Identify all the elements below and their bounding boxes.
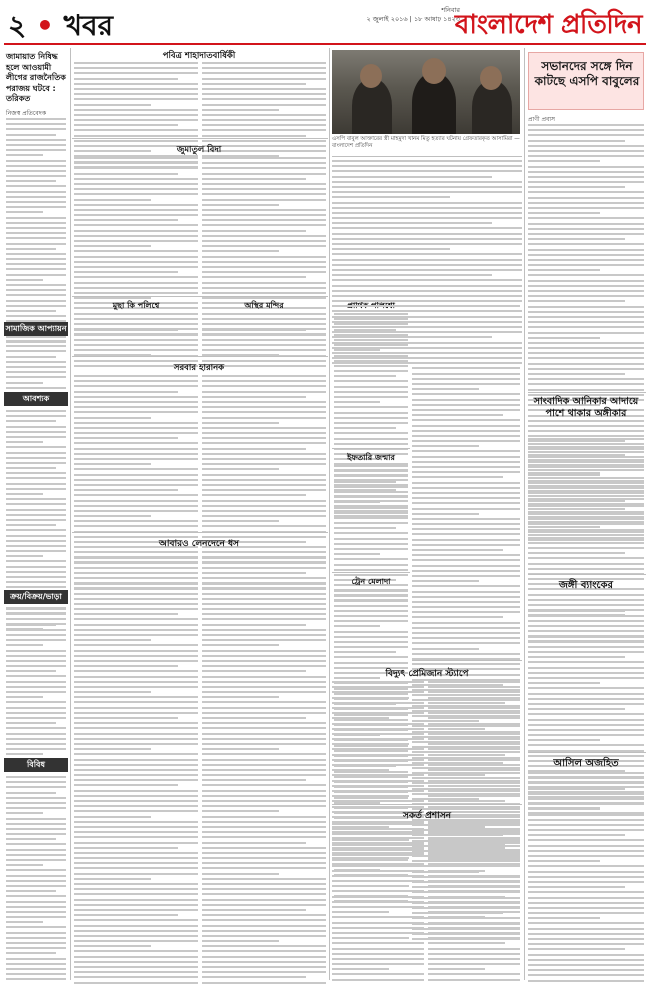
news-photo	[332, 50, 520, 134]
headline-right-c: আসিল অজহিত	[553, 758, 619, 769]
divider	[72, 356, 328, 357]
headline-3: মুছা কি পলিশ্বে	[112, 301, 160, 310]
article-body-6b	[202, 551, 326, 984]
photo-caption: এসপি বাবুল আক্তারের স্ত্রী মাহমুদা খানম মিতু হত্যার ঘটনায় গ্রেফতারকৃত আসামিরা —বাংলাদেশ প্রতিদিন	[332, 136, 520, 149]
box-body-buy-sell	[6, 608, 66, 758]
page-dot: •	[26, 9, 64, 42]
headline-9: ট্রেন মেলাদা	[351, 577, 391, 586]
day-label: শনিবার	[441, 6, 460, 14]
featured-story-box	[528, 52, 644, 110]
lead-byline: নিজস্ব প্রতিবেদক	[6, 110, 47, 117]
headline-col1: পবিত্র শাহাদাতবার্ষিকী	[162, 51, 236, 61]
box-title-wanted: আবশ্যক	[4, 392, 68, 406]
lead-body	[6, 118, 66, 346]
box-body-misc	[6, 776, 66, 984]
section-name: খবর	[63, 9, 113, 42]
column-rule	[70, 48, 71, 980]
masthead	[0, 0, 650, 46]
column-rule	[329, 48, 330, 980]
divider	[332, 156, 522, 157]
divider	[332, 448, 410, 449]
divider	[72, 532, 328, 533]
column-rule	[524, 48, 525, 980]
lead-headline: জামায়াত নিষিদ্ধ হলে আওয়ামী লীগের রাজনৈতিক পরাজয় ঘটবে : তরিকত	[6, 52, 66, 103]
divider	[72, 138, 328, 139]
date-line: ২ জুলাই ২০১৬ | ১৮ আষাঢ় ১৪২৩	[366, 15, 460, 23]
headline-2: জুমাতুল বিদা	[176, 145, 222, 155]
divider	[412, 660, 522, 661]
article-body-6a	[74, 551, 198, 984]
divider	[332, 572, 410, 573]
article-body-right-c	[528, 772, 644, 984]
headline-right-a: সাংবাদিক আনিকার আদায়ে পাশে থাকার অঙ্গীকার	[533, 396, 639, 419]
headline-5: সরবার হারানক	[173, 363, 225, 373]
article-body-11a	[332, 823, 424, 984]
headline-10: বিদ্যুৎ প্রেমিজান স্ট্যাপে	[385, 669, 469, 679]
headline-11: সকর্ত প্রশাসন	[402, 811, 452, 821]
date-block	[300, 6, 460, 24]
box-title-social: সামাজিক আপ্যায়ন	[4, 322, 68, 336]
box-title-misc: বিবিধ	[4, 758, 68, 772]
divider	[528, 574, 646, 575]
box-title-buy-sell: ক্রয়/বিক্রয়/ভাড়া	[4, 590, 68, 604]
featured-headline: সভানদের সঙ্গে দিন কাটছে এসপি বাবুলের	[534, 59, 640, 88]
page-number-digit: ২	[8, 9, 27, 42]
article-body-photo-story	[332, 160, 522, 368]
article-body-11b	[428, 823, 520, 984]
masthead-rule	[4, 43, 646, 45]
headline-right-b: জঙ্গী ব্যাংকের	[558, 580, 614, 591]
newspaper-logo: বাংলাদেশ প্রতিদিন	[454, 10, 642, 40]
headline-8: ইফতারি জন্মার	[347, 453, 395, 462]
headline-6: আবারও লেনদেনে ধস	[158, 539, 239, 549]
divider	[72, 296, 328, 297]
divider	[528, 392, 646, 393]
divider	[332, 804, 522, 805]
divider	[528, 752, 646, 753]
featured-byline: প্রাণী প্রবাস	[528, 116, 555, 123]
headline-4: অস্থির মন্দির	[244, 301, 284, 310]
